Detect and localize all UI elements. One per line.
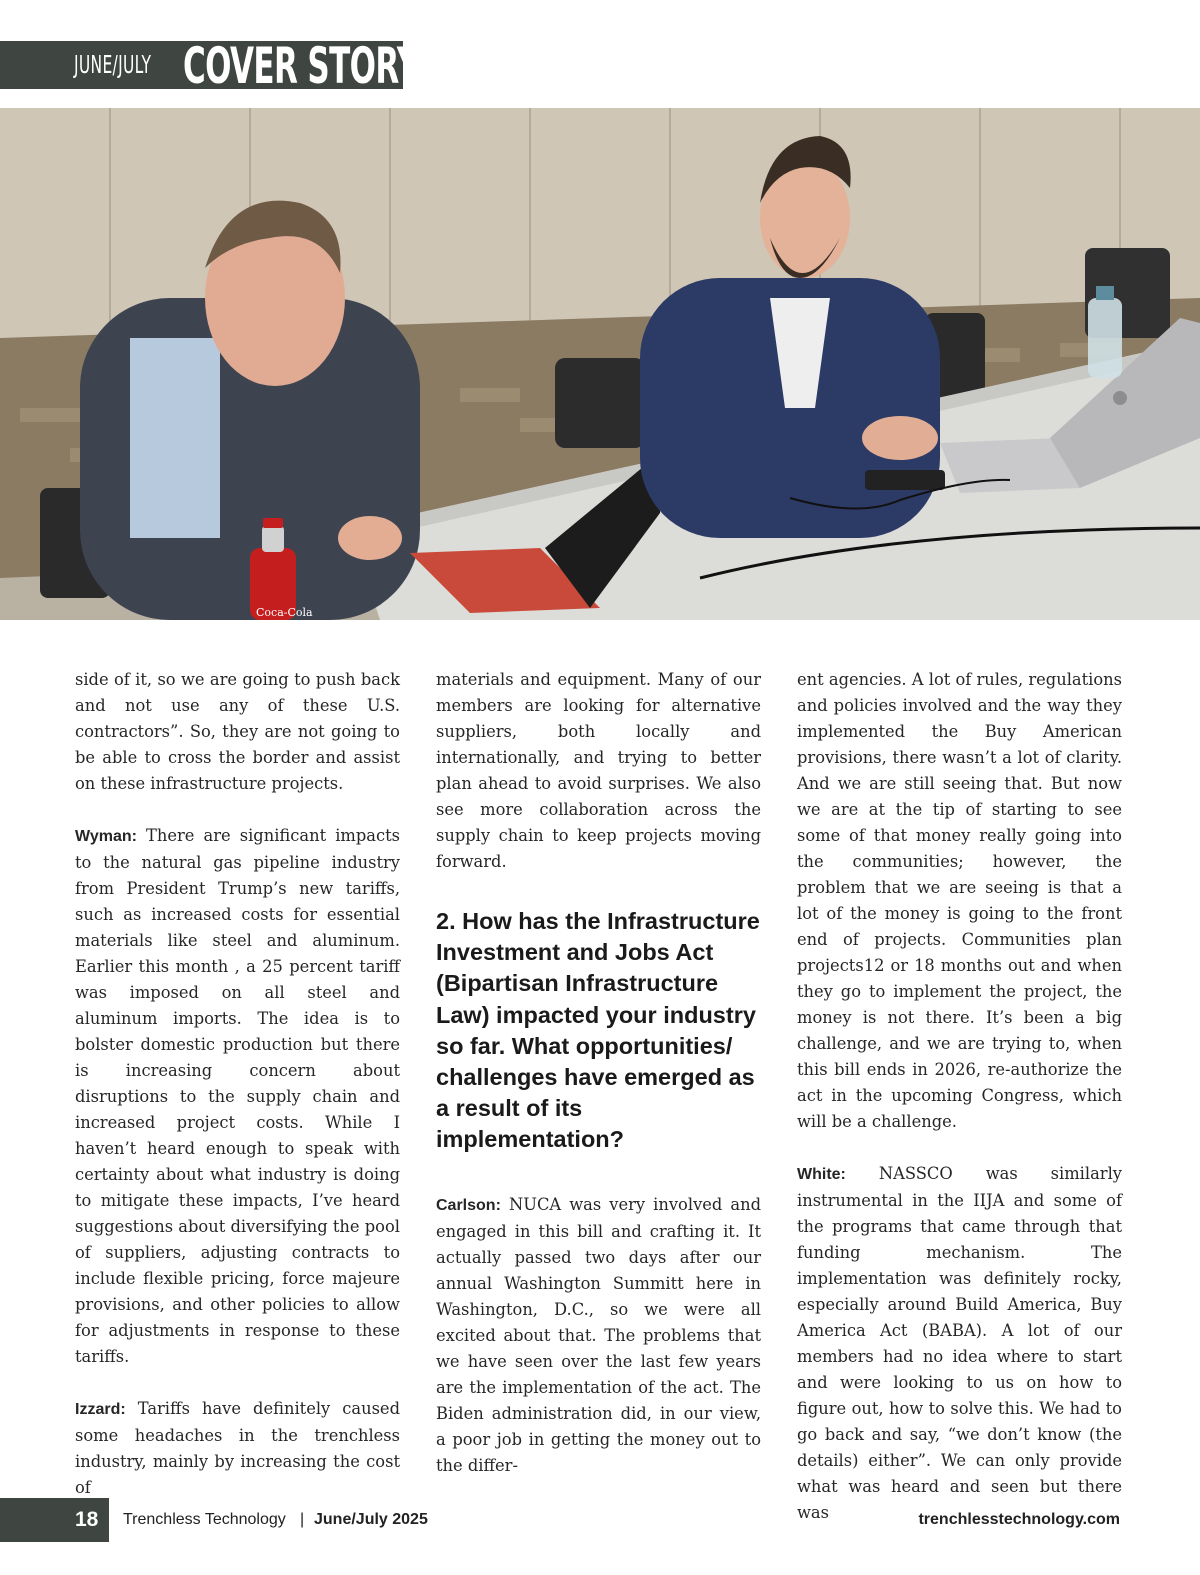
paragraph: ent agencies. A lot of rules, regulations and policies involved and the way they implemented the Buy American provisions, there wasn’t a lot of clarity. And we are still seeing that. But now we are at the tip of starting to see some of that money really going into the communities; however, the problem that we are seeing is that a lot of the money is going to the front end of projects. Communities plan projects12 or 18 months out and when they go to implement the project, the money is not there. It’s been a big challenge, and we are trying to, when this bill ends in 2026, re-authorize the act in the upcoming Congress, which will be a challenge. <box>797 670 1122 1131</box>
paragraph-text: Tariffs have definitely caused some headaches in the trenchless industry, mainly by increasing the cost of <box>75 1399 400 1497</box>
paragraph-text: NASSCO was similarly instrumental in the IIJA and some of the programs that came through that funding mechanism. The implementation was definitely rocky, especially around Build America, Buy America Act (BABA). A lot of our members had no idea where to start and were looking to us on how to figure out, how to solve this. We had to go back and say, “we don’t know (the details) either”. We can only provide what was heard and seen but there was <box>797 1164 1122 1522</box>
column-2 <box>436 667 761 1479</box>
paragraph <box>75 1396 400 1501</box>
issue-label: JUNE/JULY <box>74 50 152 79</box>
cover-photo <box>0 108 1200 620</box>
magazine-name: Trenchless Technology <box>123 1511 286 1528</box>
speaker-name: Wyman: <box>75 828 137 845</box>
speaker-name: Izzard: <box>75 1401 126 1418</box>
page-number: 18 <box>75 1508 99 1531</box>
issue-date: June/July 2025 <box>314 1511 428 1528</box>
column-3 <box>797 667 1122 1526</box>
column-1 <box>75 667 400 1501</box>
paragraph <box>797 1161 1122 1526</box>
paragraph-text: There are significant impacts to the natural gas pipeline industry from President Trump’s new tariffs, such as increased costs for essential materials like steel and aluminum. Earlier this month , a 25 percent tariff was imposed on all steel and aluminum imports. The idea is to bolster domestic production but there is increasing concern about disruptions to the supply chain and increased project costs. While I haven’t heard enough to speak with certainty about what industry is doing to mitigate these impacts, I’ve heard suggestions about diversifying the pool of suppliers, adjusting contracts to include flexible pricing, force majeure provisions, and other policies to allow for adjustments in response to these tariffs. <box>75 826 400 1366</box>
bottle-label: Coca-Cola <box>256 606 313 619</box>
section-title: COVER STORY <box>183 37 419 95</box>
website-url: trenchlesstechnology.com <box>918 1511 1120 1528</box>
interview-question: 2. How has the Infrastructure Investment and Jobs Act (Bipartisan Infrastructure Law) impacted your industry so far. What opportunities/ challenges have emerged as a result of its implementation? <box>436 908 760 1153</box>
speaker-name: Carlson: <box>436 1196 501 1214</box>
speaker-name: White: <box>797 1166 846 1183</box>
paragraph <box>436 1192 761 1479</box>
paragraph: side of it, so we are going to push back and not use any of these U.S. contractors”. So, they are not going to be able to cross the border and assist on these infrastructure projects. <box>75 670 400 793</box>
paragraph-text: NUCA was very involved and engaged in this bill and crafting it. It actually passed two days after our annual Washington Summitt here in Washington, D.C., so we were all excited about that. The problems that we have seen over the last few years are the implementation of the act. The Biden administration did, in our view, a poor job in getting the money out to the differ- <box>436 1194 762 1475</box>
footer-separator: | <box>300 1511 305 1528</box>
paragraph <box>75 823 400 1370</box>
paragraph: materials and equipment. Many of our members are looking for alternative suppliers, both locally and internationally, and trying to better plan ahead to avoid surprises. We also see more collaboration across the supply chain to keep projects moving forward. <box>436 670 761 871</box>
